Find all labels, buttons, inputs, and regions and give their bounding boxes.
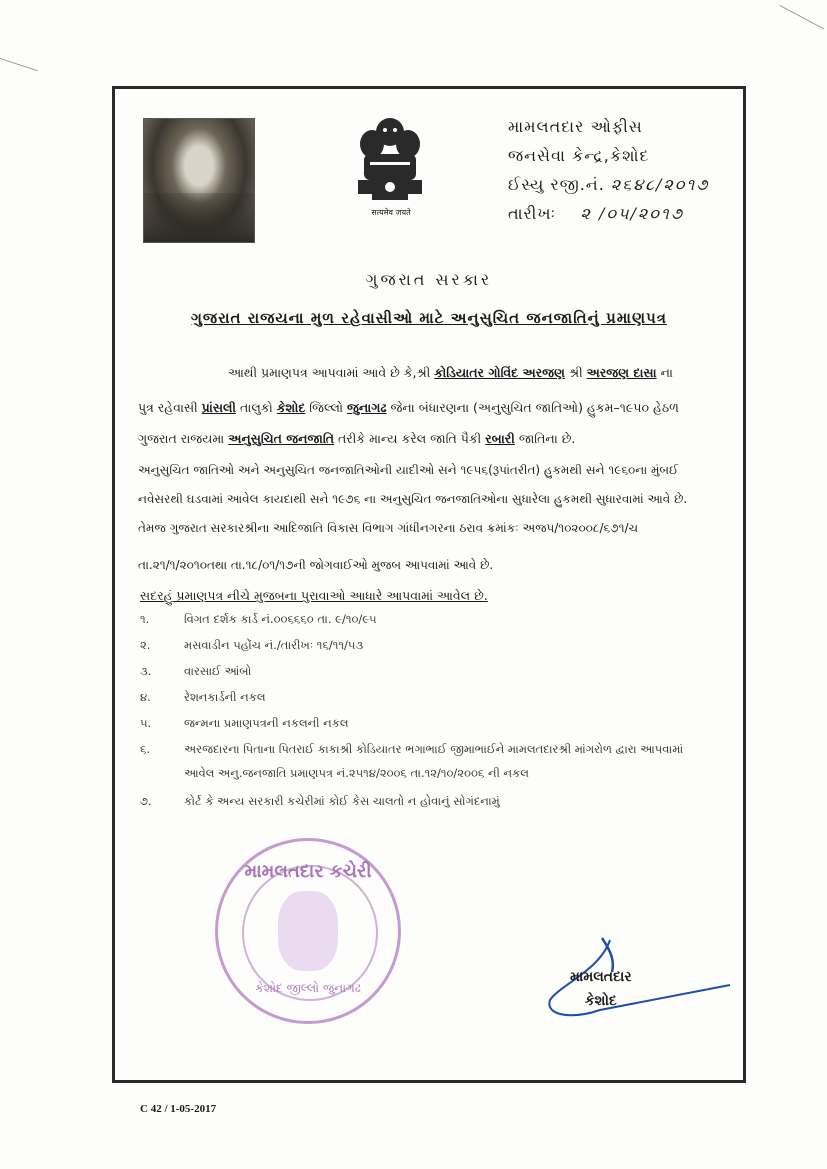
- proof-heading: સદરહું પ્રમાણપત્ર નીચે મુજબના પુરાવાઓ આધારે આપવામાં આવેલ છે.: [140, 588, 488, 603]
- body-text-fragment: ગુજરાત રાજયમા: [138, 431, 225, 446]
- body-line-1: [138, 363, 743, 383]
- seal-top-text: મામલતદાર કચેરી: [244, 861, 372, 882]
- applicant-name: કોડિયાતર ગોવિંદ અરજણ: [434, 365, 565, 380]
- issue-label: ઈસ્યુ રજી.નં.: [508, 175, 605, 194]
- body-line-7: તા.૨૧/૧/૨૦૧૦તથા તા.૧૮/૦૧/૧૭ની જોગવાઈઓ મુજબ આપવામાં આવે છે.: [138, 558, 494, 572]
- list-number: ૫.: [140, 716, 152, 730]
- national-emblem-icon: [350, 110, 430, 218]
- list-text: જન્મના પ્રમાણપત્રની નકલની નકલ: [184, 716, 349, 730]
- date-label: તારીખઃ: [508, 204, 557, 223]
- issue-number-row: [508, 170, 709, 199]
- certificate-subject: ગુજરાત રાજયના મુળ રહેવાસીઓ માટે અનુસુચિત જનજાતિનું પ્રમાણપત્ર: [190, 309, 667, 327]
- body-text-fragment: ના: [660, 365, 673, 380]
- emblem-motto: सत्यमेव जयते: [371, 208, 411, 217]
- list-text: કોર્ટ કે અન્ય સરકારી કચેરીમાં કોઈ કેસ ચાલતો ન હોવાનું સોગંદનામું: [184, 794, 500, 808]
- list-item: [140, 794, 740, 820]
- body-text-fragment: આથી પ્રમાણપત્ર આપવામાં આવે છે કે,શ્રી: [228, 365, 431, 380]
- list-item: [140, 690, 740, 716]
- district-name: જુનાગઢ: [347, 400, 387, 415]
- office-center: જનસેવા કેન્દ્ર,કેશોદ: [508, 146, 650, 165]
- corner-scratch-left: [0, 58, 38, 71]
- list-item: [140, 638, 740, 664]
- body-line-2: [138, 398, 743, 418]
- list-text-continued: આવેલ અનુ.જનજાતિ પ્રમાણપત્ર નં.૨૫૧૪/૨૦૦૬ તા.૧૨/૧૦/૨૦૦૬ ની નકલ: [184, 766, 529, 780]
- list-number: ૨.: [140, 638, 151, 652]
- list-text: મસવાડીન પહોંચ નં./તારીખઃ ૧૬/૧૧/૫૩: [184, 638, 364, 652]
- issue-date-row: [508, 199, 709, 228]
- body-line-6: તેમજ ગુજરાત સરકારશ્રીના આદિજાતિ વિકાસ વિભાગ ગાંધીનગરના ઠરાવ ક્રમાંકઃ અજપ/૧૦૨૦૦૮/૬૭૧/ચ: [138, 521, 639, 535]
- form-code: C 42 / 1-05-2017: [140, 1103, 217, 1115]
- father-name: અરજણ દાસા: [586, 365, 657, 380]
- body-text-fragment: જાતિના છે.: [518, 431, 576, 446]
- list-item: [140, 716, 740, 742]
- list-number: ૬.: [140, 742, 151, 756]
- list-text: રેશનકાર્ડની નકલ: [184, 690, 266, 704]
- seal-emblem: [278, 891, 338, 971]
- list-item: [140, 612, 740, 638]
- issue-date: ૨ /૦૫/૨૦૧૭: [580, 204, 684, 223]
- proof-list: [140, 612, 740, 820]
- list-item: [140, 742, 740, 794]
- caste-name: રબારી: [485, 431, 515, 446]
- government-title: ગુજરાત સરકાર: [365, 270, 493, 289]
- body-text-fragment: તાલુકો: [239, 400, 273, 415]
- body-line-3: [138, 429, 743, 449]
- issue-number: ૨૬૪૮/૨૦૧૭: [610, 175, 710, 194]
- body-text-fragment: પુત્ર રહેવાસી: [138, 400, 198, 415]
- list-number: ૪.: [140, 690, 151, 704]
- body-line-5: નવેસરથી ઘડવામાં આવેલ કાયદાથી સને ૧૯૭૬ ના અનુસુચિત જનજાતિઓના સુધારેલા હુકમથી સુધારવામાં આવે છે.: [138, 492, 688, 506]
- office-name: મામલતદાર ઓફીસ: [508, 117, 643, 136]
- signatory-title: મામલતદાર: [570, 969, 632, 985]
- signatory: [570, 965, 632, 1013]
- office-details: [508, 112, 709, 228]
- body-text-fragment: શ્રી: [568, 365, 583, 380]
- list-number: ૩.: [140, 664, 152, 678]
- corner-scratch-right: [780, 5, 825, 29]
- seal-bottom-text: કેશોદ જીલ્લો જુનાગઢ: [255, 981, 361, 995]
- village-name: પ્રાંસલી: [201, 400, 236, 415]
- body-text-fragment: જિલ્લો: [309, 400, 344, 415]
- list-number: ૧.: [140, 612, 150, 626]
- signatory-place: કેશોદ: [584, 993, 617, 1009]
- body-text-fragment: જેના બંધારણના (અનુસુચિત જાતિઓ) હુકમ–૧૯૫૦ હેઠળ: [390, 400, 679, 415]
- list-text: વારસાઈ આંબો: [184, 664, 252, 678]
- taluka-name: કેશોદ: [276, 400, 306, 415]
- body-line-4: અનુસુચિત જાતિઓ અને અનુસુચિત જનજાતિઓની યાદીઓ સને ૧૯૫૬(રૂપાંતરીત) હુકમથી સને ૧૯૬૦ના મુંબઈ: [138, 463, 679, 477]
- list-text: વિગત દર્શક કાર્ડ નં.૦૦૬૬૬૦ તા. ૯/૧૦/૯૫: [184, 612, 377, 626]
- body-text-fragment: તરીકે માન્ય કરેલ જાતિ પૈકી: [337, 431, 482, 446]
- list-text: અરજદારના પિતાના પિતરાઈ કાકાશ્રી કોડિયાતર ભગાભાઈ જીમાભાઈને મામલતદારશ્રી માંગરોળ દ્વારા આપવામાં: [184, 742, 684, 756]
- applicant-photo: [143, 118, 255, 243]
- category-name: અનુસુચિત જનજાતિ: [228, 431, 334, 446]
- list-number: ૭.: [140, 794, 152, 808]
- office-seal: [215, 838, 401, 1024]
- list-item: [140, 664, 740, 690]
